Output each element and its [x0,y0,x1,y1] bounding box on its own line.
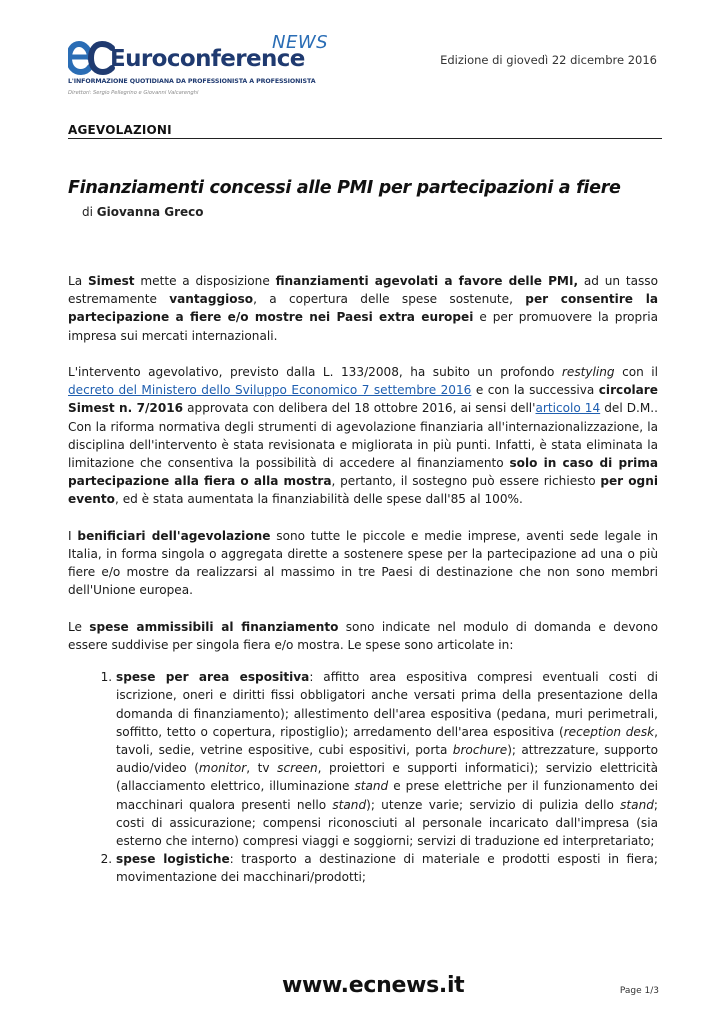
article-14-link[interactable]: articolo 14 [535,401,601,416]
bold-run: spese per area espositiva [116,670,310,685]
text-run: Le [68,619,90,634]
paragraph-restyling [68,363,658,509]
brand-directors: Direttori: Sergio Pellegrino e Giovanni Valcarenghi [68,90,199,96]
paragraph-expenses [68,618,658,654]
text-run: ); utenze varie; servizio di pulizia dello [366,797,621,812]
italic-run: restyling [561,365,615,379]
bold-run: benificiari dell'agevolazione [77,528,271,543]
italic-run: reception desk [563,724,655,739]
text-run: sono indicate nel modulo di domanda e devono essere suddivise per singola fiera e/o mostra. Le spese sono articolate in: [68,619,659,653]
italic-run: screen [277,761,318,776]
text-run: : trasporto a destinazione di materiale e prodotti esposti in fiera; movimentazione dei macchinari/prodotti; [116,852,659,885]
text-run: e per promuovere la propria impresa sui mercati internazionali. [68,310,658,343]
text-run: e prese elettriche per il funzionamento dei macchinari qualora presenti nello [116,779,659,812]
list-item [116,668,658,850]
bold-run: per ogni evento [68,474,658,507]
text-run: mette a disposizione [134,274,276,288]
text-run: , pertanto, il sostegno può essere richiesto [331,474,601,489]
italic-run: stand [332,797,367,812]
paragraph-intro [68,272,658,345]
text-run: : affitto area espositiva compresi eventuali costi di iscrizione, oneri e diritti fissi obbligatori anche versati prima della presentazione della domanda di finanziamento); allestimento dell'area espositiva (pedana, muri perimetrali, soffitto, tetto o copertura, ripostiglio); arredamento dell'area espositiva ( [116,670,658,739]
bold-run: spese logistiche [116,852,230,867]
list-item [116,850,658,886]
bold-run: per consentire la partecipazione a fiere e/o mostre nei Paesi extra europei [68,292,659,325]
masthead [68,32,329,102]
expenses-list [102,668,658,886]
text-run: , proiettori e supporti informatici); servizio elettricità (allacciamento elettrico, illuminazione [116,761,658,794]
byline-prefix: di [82,205,93,219]
italic-run: brochure [452,743,508,758]
decree-link[interactable]: decreto del Ministero dello Sviluppo Economico 7 settembre 2016 [68,383,472,398]
text-run: I [68,528,78,543]
bold-run: solo in caso di prima partecipazione alla fiera o alla mostra [68,456,658,489]
bold-run: Simest [87,274,135,288]
bold-run: finanziamenti agevolati a favore delle PMI, [275,274,579,288]
text-run: , tv [246,761,278,776]
text-run: e con la successiva [471,383,599,398]
italic-run: monitor [198,761,247,776]
italic-run: stand [354,779,389,794]
bold-run: spese ammissibili al finanziamento [89,619,339,634]
bold-run: circolare Simest n. 7/2016 [68,383,658,416]
author-name: Giovanna Greco [96,205,204,219]
section-label: AGEVOLAZIONI [68,123,172,137]
text-run: ; costi di assicurazione; compensi riconosciuti al personale incaricato dall'impresa (sia esterno che interno) compresi viaggi e soggiorni; servizi di traduzione ed interpretariato; [116,797,658,849]
edition-date: Edizione di giovedì 22 dicembre 2016 [440,53,657,67]
text-run: ad un tasso estremamente [68,274,658,307]
text-run: , tavoli, sedie, vetrine espositive, cubi espositivi, porta [116,724,658,758]
text-run: , a copertura delle spese sostenute, [253,292,526,307]
text-run: con il [614,365,658,379]
text-run: , ed è stata aumentata la finanziabilità delle spese dall'85 al 100%. [115,492,523,507]
text-run: sono tutte le piccole e medie imprese, aventi sede legale in Italia, in forma singola o aggregata dirette a sostenere spese per la partecipazione ad una o più fiere e/o mostre da realizzarsi al massimo in tre Paesi di destinazione che non sono membri dell'Unione europea. [68,528,658,598]
section-divider [68,138,662,139]
byline [82,205,204,219]
text-run: ); attrezzature, supporto audio/video ( [116,743,658,776]
text-run: La [68,274,88,288]
text-run: del D.M.. Con la riforma normativa degli strumenti di agevolazione finanziaria all'internazionalizzazione, la disciplina dell'intervento è stata revisionata e migliorata in più punti. Infatti, è stata eliminata la limitazione che consentiva la possibilità di accedere al finanziamento [68,401,658,471]
text-run: approvata con delibera del 18 ottobre 2016, ai sensi dell' [183,401,536,416]
euroconference-logo-icon [68,40,116,76]
bold-run: vantaggioso [169,292,254,307]
brand-news: NEWS [272,32,329,53]
paragraph-beneficiaries [68,527,658,600]
brand-tagline: L'INFORMAZIONE QUOTIDIANA DA PROFESSIONISTA A PROFESSIONISTA [68,78,316,85]
footer-website[interactable]: www.ecnews.it [282,973,465,998]
text-run: L'intervento agevolativo, previsto dalla L. 133/2008, ha subito un profondo [68,365,562,379]
article-title: Finanziamenti concessi alle PMI per partecipazioni a fiere [68,178,621,198]
brand-name: Euroconference [110,46,305,72]
page-number: Page 1/3 [619,986,659,996]
article-body [68,272,658,887]
italic-run: stand [620,797,654,812]
